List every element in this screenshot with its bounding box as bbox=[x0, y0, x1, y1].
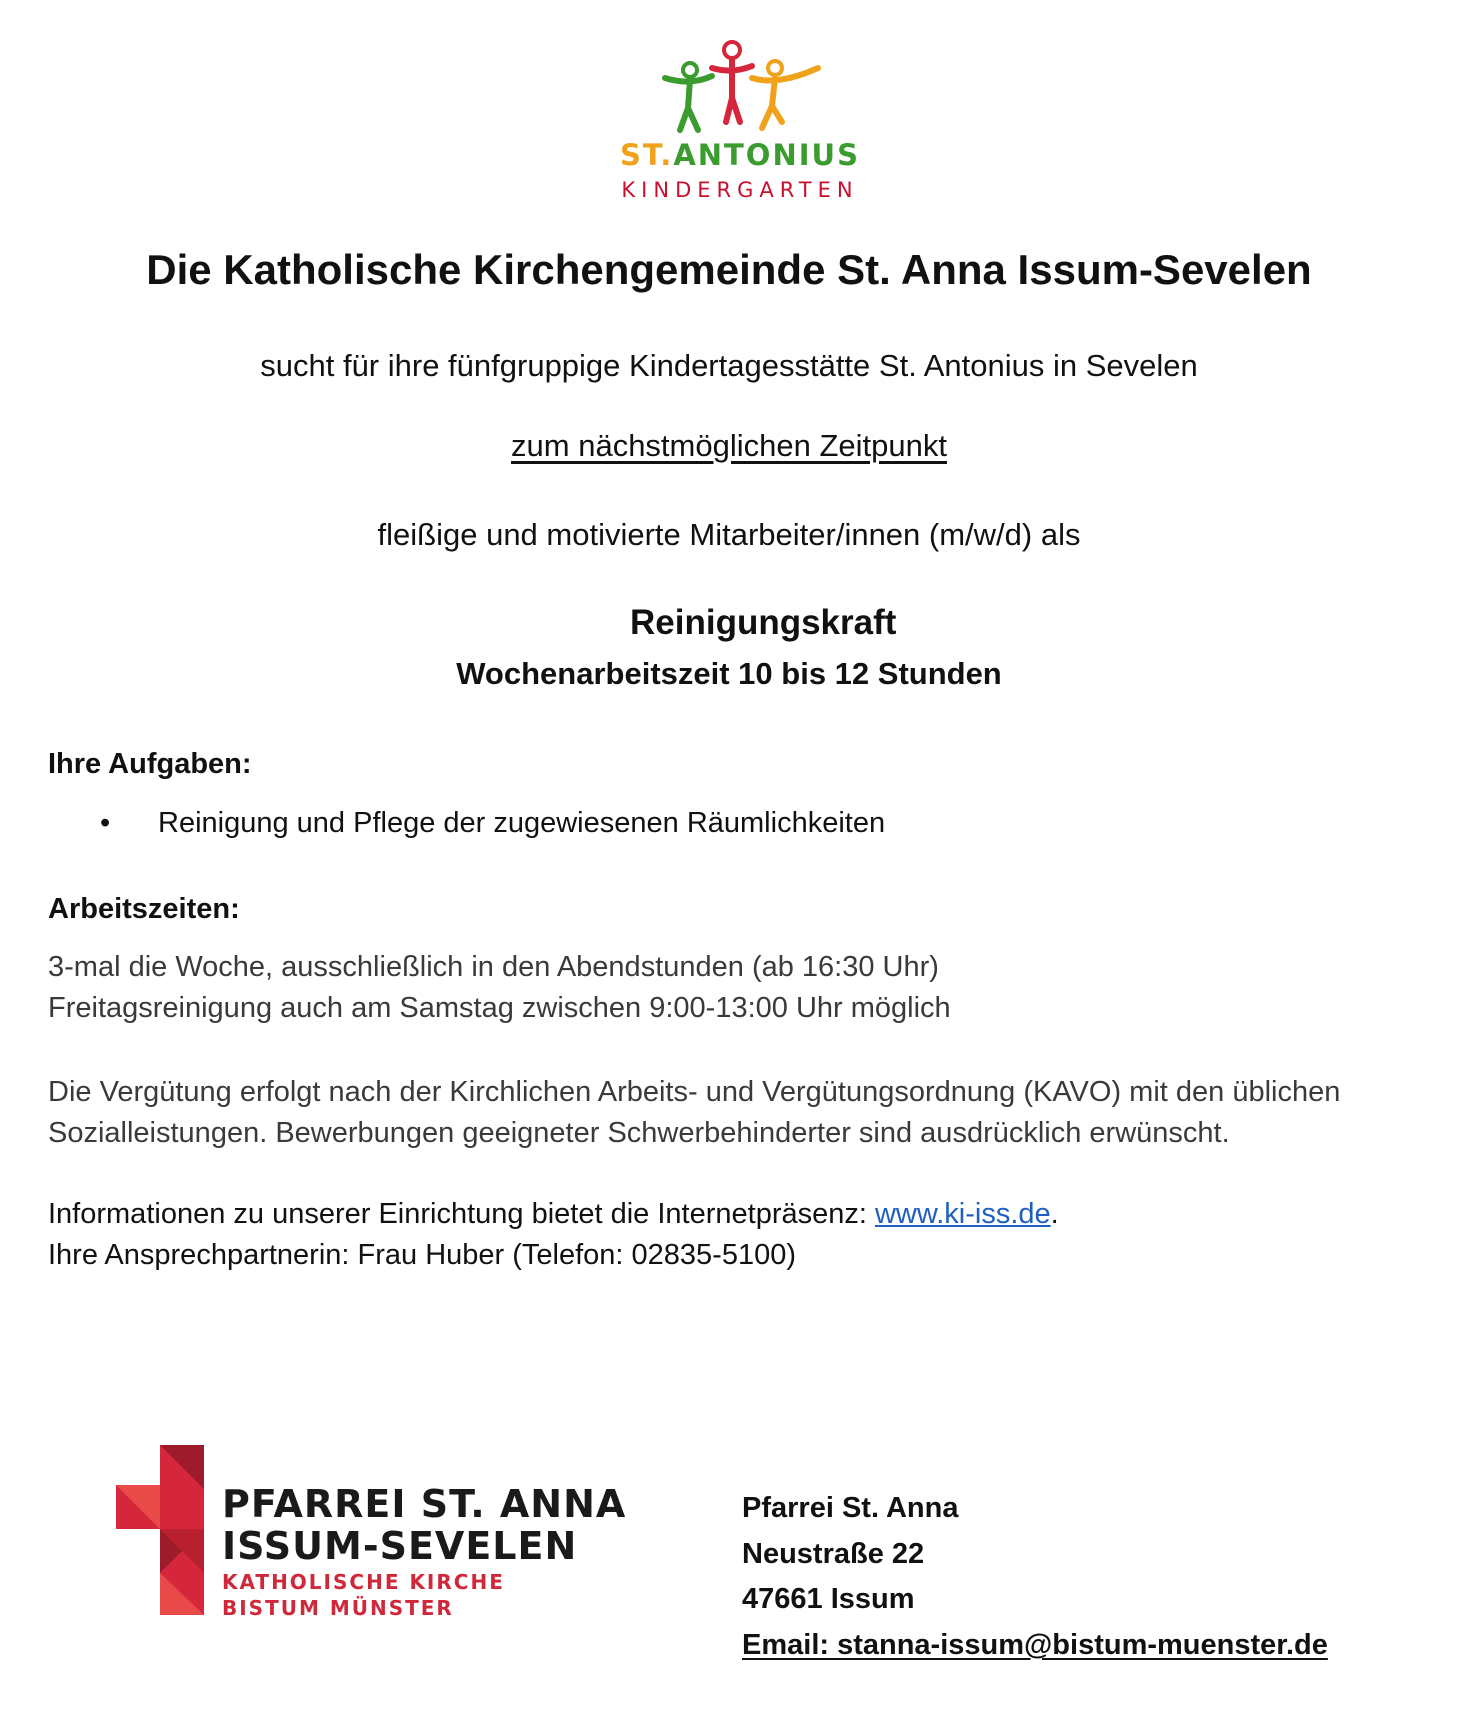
address-city: 47661 Issum bbox=[742, 1583, 915, 1615]
start-date-underlined: zum nächstmöglichen Zeitpunkt bbox=[511, 428, 947, 463]
parish-name-line2: ISSUM-SEVELEN bbox=[222, 1524, 578, 1568]
children-figures-icon bbox=[650, 38, 830, 138]
website-link[interactable]: www.ki-iss.de bbox=[874, 1198, 1051, 1230]
kindergarten-logo bbox=[600, 38, 880, 203]
parish-name-line1: PFARREI ST. ANNA bbox=[222, 1482, 627, 1526]
page-title: Die Katholische Kirchengemeinde St. Anna Issum-Sevelen bbox=[146, 246, 1312, 293]
kindergarten-name: ST.ANTONIUS bbox=[620, 138, 860, 172]
intro-text: sucht für ihre fünfgruppige Kindertagesstätte St. Antonius in Sevelen bbox=[260, 348, 1198, 383]
info-prefix: Informationen zu unserer Einrichtung bietet die Internetpräsenz: bbox=[48, 1198, 875, 1230]
parish-cross-icon bbox=[116, 1445, 204, 1615]
job-hours: Wochenarbeitszeit 10 bis 12 Stunden bbox=[456, 656, 1002, 691]
parish-church-line: KATHOLISCHE KIRCHE bbox=[222, 1570, 505, 1594]
address-name: Pfarrei St. Anna bbox=[742, 1492, 959, 1524]
schedule-line-2: Freitagsreinigung auch am Samstag zwischen 9:00-13:00 Uhr möglich bbox=[48, 992, 951, 1024]
job-title: Reinigungskraft bbox=[630, 603, 897, 642]
schedule-heading: Arbeitszeiten: bbox=[48, 893, 240, 925]
parish-diocese-line: BISTUM MÜNSTER bbox=[222, 1596, 454, 1620]
info-suffix: . bbox=[1050, 1198, 1059, 1230]
payment-line-1: Die Vergütung erfolgt nach der Kirchlichen Arbeits- und Vergütungsordnung (KAVO) mit den üblichen bbox=[48, 1076, 1341, 1108]
schedule-line-1: 3-mal die Woche, ausschließlich in den Abendstunden (ab 16:30 Uhr) bbox=[48, 951, 939, 983]
seeking-text: fleißige und motivierte Mitarbeiter/innen (m/w/d) als bbox=[377, 517, 1081, 552]
payment-line-2: Sozialleistungen. Bewerbungen geeigneter Schwerbehinderter sind ausdrücklich erwünscht. bbox=[48, 1117, 1230, 1149]
start-date-text bbox=[0, 428, 1458, 464]
task-item: Reinigung und Pflege der zugewiesenen Räumlichkeiten bbox=[158, 807, 886, 839]
address-email[interactable]: Email: stanna-issum@bistum-muenster.de bbox=[742, 1629, 1328, 1661]
contact-line: Ihre Ansprechpartnerin: Frau Huber (Telefon: 02835-5100) bbox=[48, 1239, 796, 1271]
tasks-heading: Ihre Aufgaben: bbox=[48, 748, 252, 780]
info-line bbox=[48, 1198, 1059, 1231]
bullet-icon: • bbox=[100, 807, 111, 839]
address-street: Neustraße 22 bbox=[742, 1538, 925, 1570]
kindergarten-subtitle: KINDERGARTEN bbox=[621, 178, 859, 202]
